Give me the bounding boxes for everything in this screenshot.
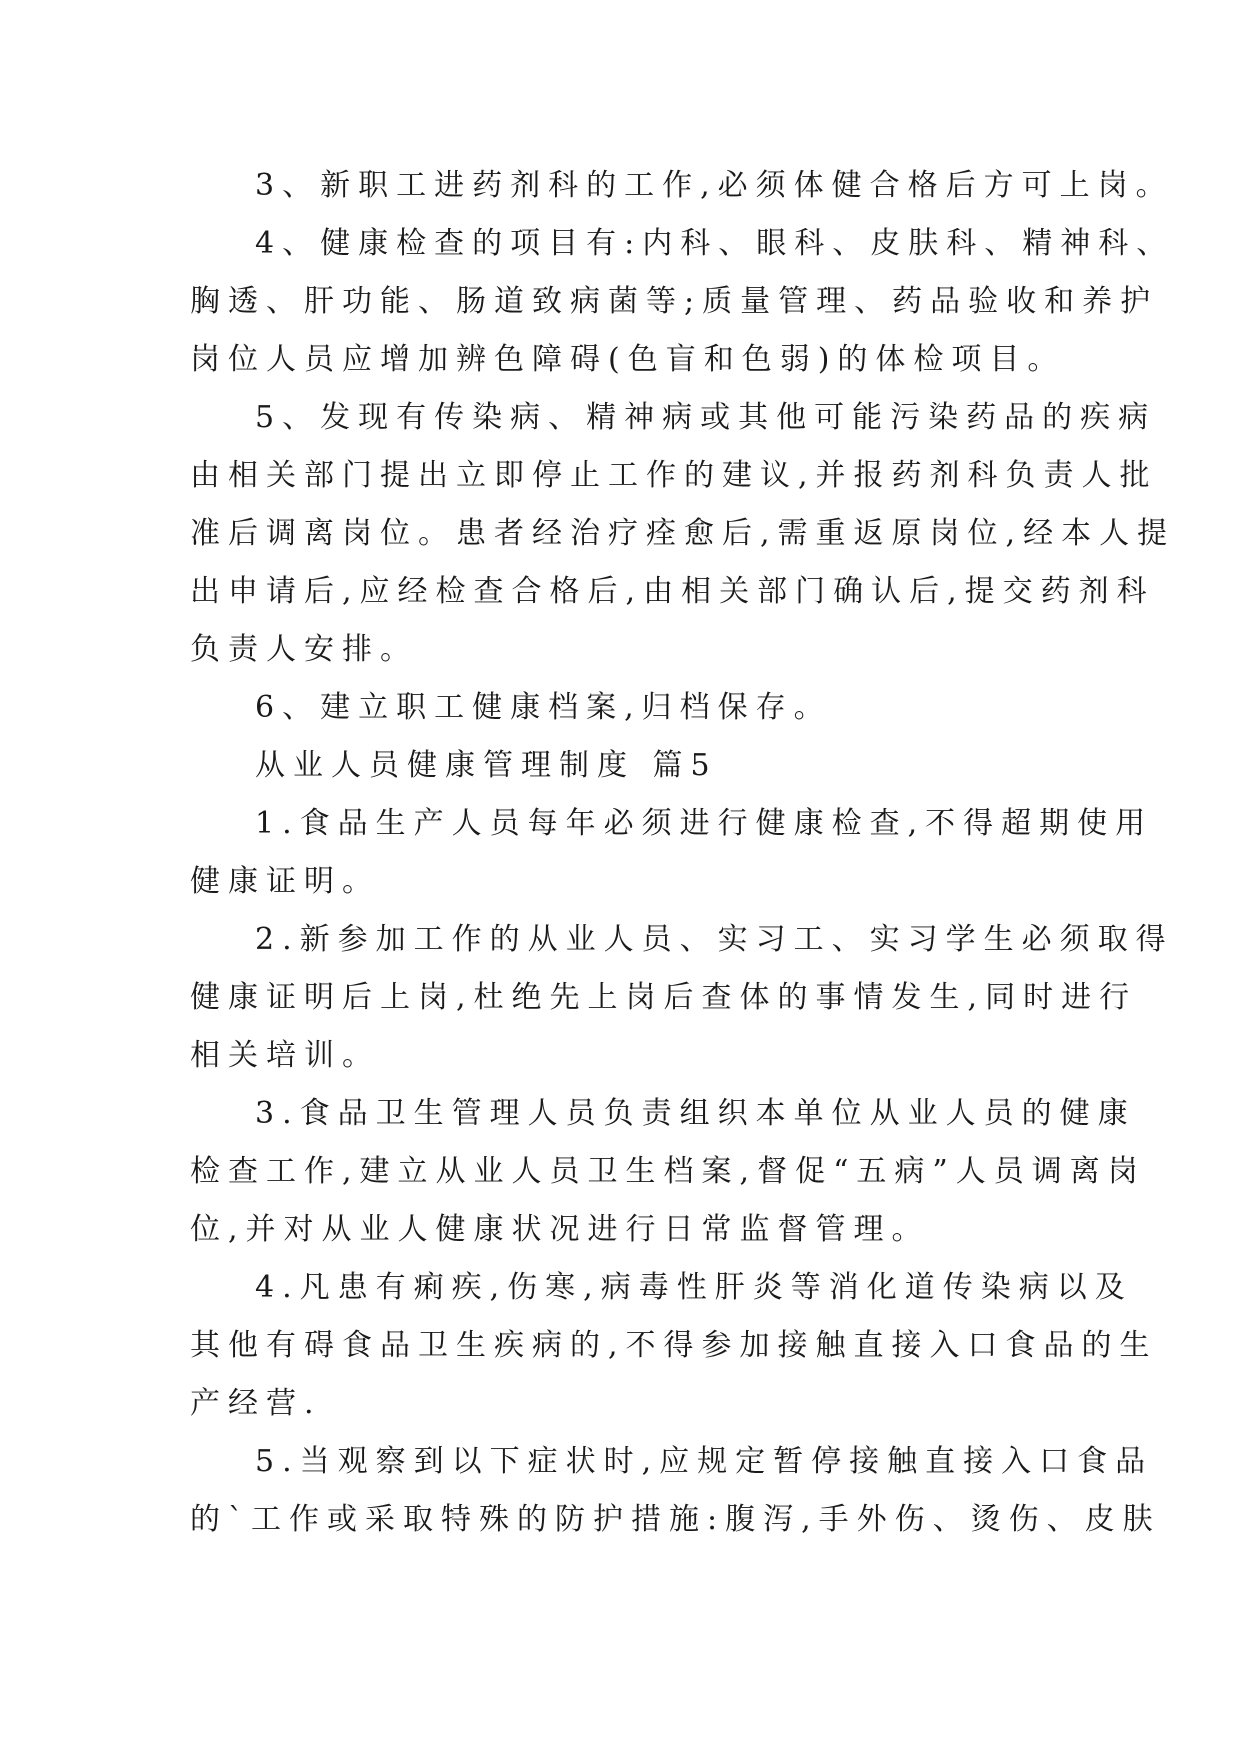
text-line: 的`工作或采取特殊的防护措施:腹泻,手外伤、烫伤、皮肤 bbox=[190, 1502, 1161, 1537]
text-line: 6、建立职工健康档案,归档保存。 bbox=[255, 690, 832, 725]
text-line: 4.凡患有痢疾,伤寒,病毒性肝炎等消化道传染病以及 bbox=[255, 1270, 1133, 1305]
text-line: 检查工作,建立从业人员卫生档案,督促“五病”人员调离岗 bbox=[190, 1154, 1146, 1189]
text-line: 2.新参加工作的从业人员、实习工、实习学生必须取得 bbox=[255, 922, 1174, 957]
text-line: 岗位人员应增加辨色障碍(色盲和色弱)的体检项目。 bbox=[190, 342, 1066, 377]
text-line: 位,并对从业人健康状况进行日常监督管理。 bbox=[190, 1212, 930, 1247]
text-line: 产经营. bbox=[190, 1386, 322, 1421]
text-line: 准后调离岗位。患者经治疗痊愈后,需重返原岗位,经本人提 bbox=[190, 516, 1176, 551]
section-heading: 从业人员健康管理制度 篇5 bbox=[255, 748, 718, 783]
text-line: 4、健康检查的项目有:内科、眼科、皮肤科、精神科、 bbox=[255, 226, 1175, 261]
text-line: 健康证明。 bbox=[190, 864, 380, 899]
text-line: 1.食品生产人员每年必须进行健康检查,不得超期使用 bbox=[255, 806, 1154, 841]
text-line: 其他有碍食品卫生疾病的,不得参加接触直接入口食品的生 bbox=[190, 1328, 1158, 1363]
text-line: 胸透、肝功能、肠道致病菌等;质量管理、药品验收和养护 bbox=[190, 284, 1159, 319]
text-line: 3、新职工进药剂科的工作,必须体健合格后方可上岗。 bbox=[255, 168, 1174, 203]
text-line: 负责人安排。 bbox=[190, 632, 418, 667]
text-line: 健康证明后上岗,杜绝先上岗后查体的事情发生,同时进行 bbox=[190, 980, 1138, 1015]
text-line: 相关培训。 bbox=[190, 1038, 380, 1073]
text-line: 出申请后,应经检查合格后,由相关部门确认后,提交药剂科 bbox=[190, 574, 1155, 609]
text-line: 3.食品卫生管理人员负责组织本单位从业人员的健康 bbox=[255, 1096, 1136, 1131]
text-line: 5、发现有传染病、精神病或其他可能污染药品的疾病 bbox=[255, 400, 1157, 435]
text-line: 5.当观察到以下症状时,应规定暂停接触直接入口食品 bbox=[255, 1444, 1154, 1479]
text-line: 由相关部门提出立即停止工作的建议,并报药剂科负责人批 bbox=[190, 458, 1158, 493]
